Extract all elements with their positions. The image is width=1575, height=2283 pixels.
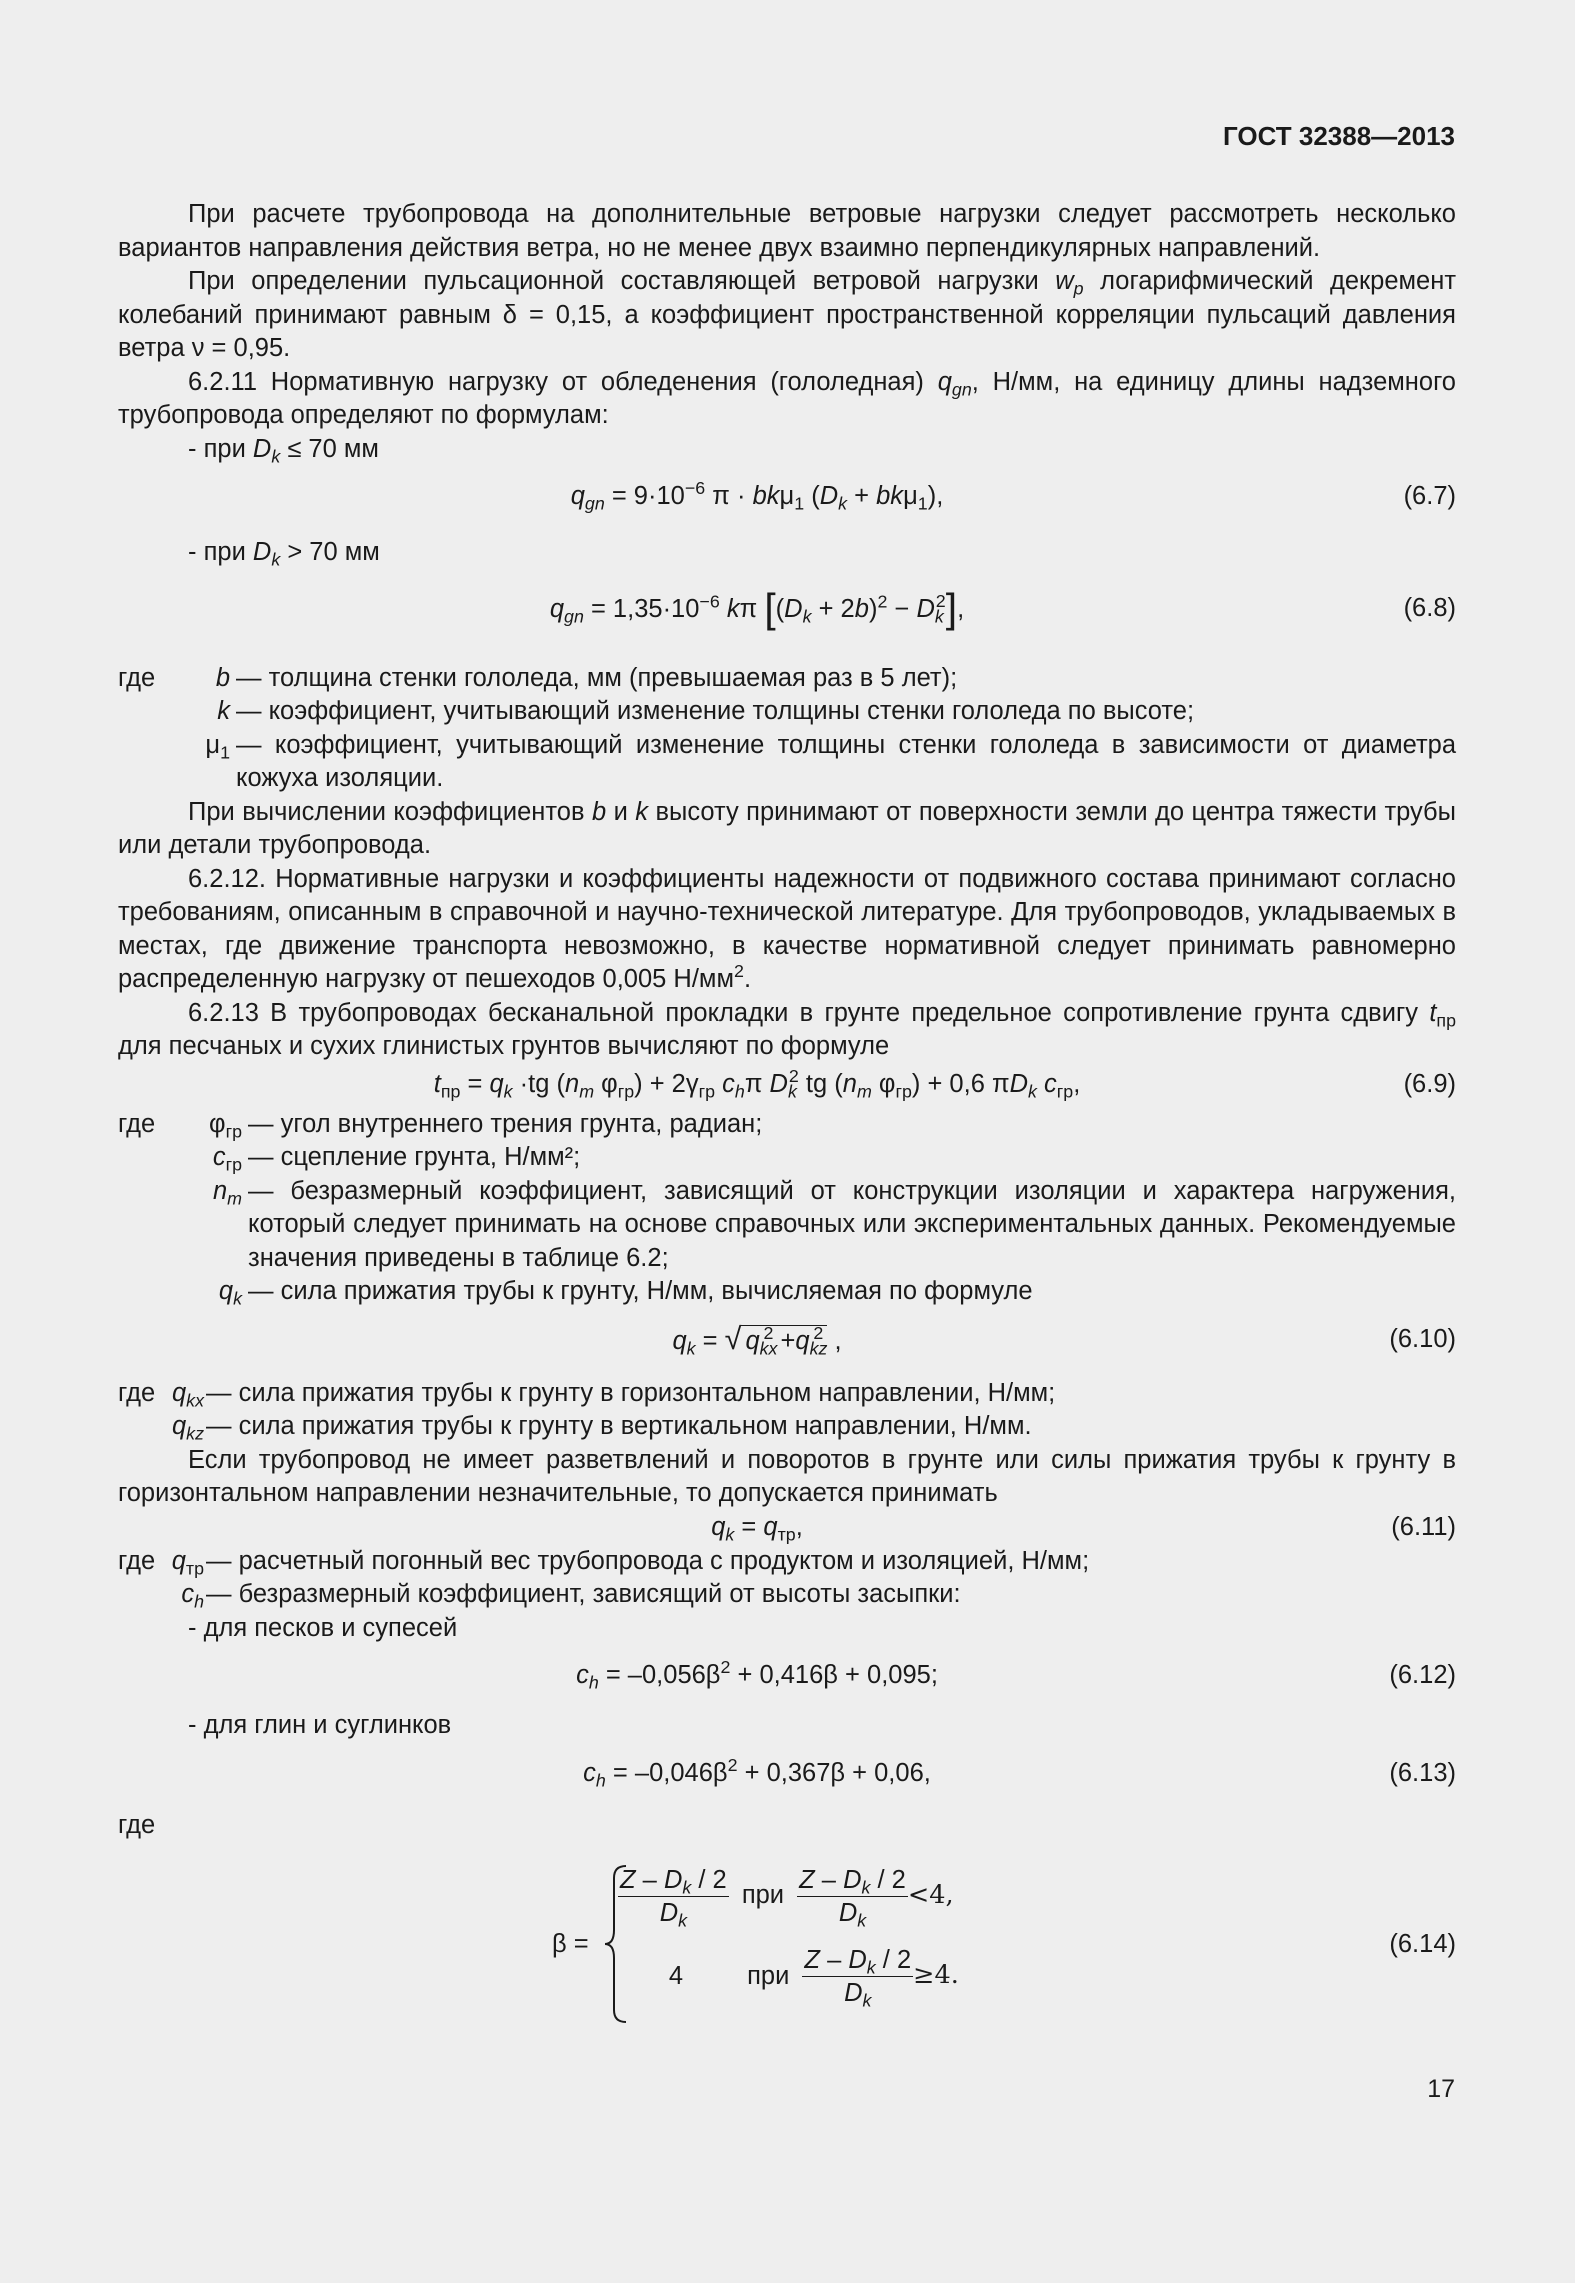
- formula-6-9: [118, 1064, 1456, 1108]
- legend-6-8: где b — толщина стенки гололеда, мм (превышаемая раз в 5 лет); k — коэффициент, учитывающий изменение толщины стенки гололеда по высоте; $\mu_1$ — коэффициент, учитывающий изменение толщины стенки гололеда в зависимости от диаметра кожуха изоляции.: [118, 662, 1456, 796]
- legend-6-11: где $q_{тр}$ — расчетный погонный вес трубопровода с продуктом и изоляцией, Н/мм; $c_h$ — безразмерный коэффициент, зависящий от высоты засыпки:: [118, 1545, 1456, 1612]
- case-dk-le-70: - при $D_k \le 70$ мм: [188, 434, 379, 466]
- formula-6-10: [118, 1309, 1456, 1377]
- legend-6-9: где $\varphi_{гр}$ — угол внутреннего трения грунта, радиан; $c_{гр}$ — сцепление грунта, Н/мм²; $n_m$ — безразмерный коэффициент, зависящий от конструкции изоляции и характера нагружения, который следует принимать на основе справочных или экспериментальных данных. Рекомендуемые значения приведены в таблице 6.2; $q_k$ — сила прижатия трубы к грунту, Н/мм, вычисляемая по формуле: [118, 1109, 1456, 1309]
- case-clays: - для глин и суглинков: [188, 1711, 452, 1739]
- formula-6-8-number: (6.8): [1403, 593, 1456, 622]
- formula-6-14: [118, 1862, 1456, 2032]
- formula-6-8-expression: $q_{gn} = 1,35\cdot 10^{-6}$ kπ $[(D_k + 2b)^2 - D_k^2]$,: [549, 584, 965, 631]
- legend-qkx: — сила прижатия трубы к грунту в горизонтальном направлении, Н/мм;: [206, 1378, 1056, 1407]
- legend-qk: — сила прижатия трубы к грунту, Н/мм, вычисляемая по формуле: [248, 1277, 1033, 1305]
- paragraph-6-2-12: 6.2.12. Нормативные нагрузки и коэффициенты надежности от подвижного состава принимают согласно требованиям, описанным в справочной и научно-технической литературе. Для трубопроводов, укладываемых в местах, где движение транспорта невозможно, в качестве нормативной следует принимать равномерно распределенную нагрузку от пешеходов 0,005 $Н/мм^2$.: [118, 864, 1456, 993]
- formula-6-13-number: (6.13): [1389, 1758, 1456, 1787]
- formula-6-7-expression: $q_{gn} = 9\cdot 10^{-6}$ π · bkμ$_1$ $(D_k + bk\mu_1)$,: [570, 478, 944, 514]
- formula-6-12-number: (6.12): [1389, 1661, 1456, 1689]
- paragraph-6-2-11: 6.2.11 Нормативную нагрузку от обледенения (гололедная) $q_{gn}$, Н/мм, на единицу длины надземного трубопровода определяют по формулам:: [118, 367, 1456, 429]
- beta-symbol: β =: [552, 1930, 589, 1958]
- document-code: ГОСТ 32388—2013: [1223, 121, 1455, 151]
- paragraph-6-2-13: 6.2.13 В трубопроводах бесканальной прокладки в грунте предельное сопротивление грунта сдвигу $t_{пр}$ для песчаных и сухих глинистых грунтов вычисляют по формуле: [118, 998, 1456, 1060]
- formula-6-10-number: (6.10): [1389, 1324, 1456, 1353]
- formula-6-11-expression: $q_k = q_{тр}$,: [711, 1512, 803, 1544]
- formula-6-13: [118, 1743, 1456, 1809]
- legend-ch: — безразмерный коэффициент, зависящий от высоты засыпки:: [206, 1580, 961, 1608]
- formula-6-11: [118, 1511, 1456, 1545]
- formula-6-9-expression: $t_{пр} = q_k \cdot tg$ ($n_m$ $\varphi_{гр}) + 2\gamma_{гр}$ $c_h\pi$ $D_k^2$ tg ($n_m$ $\varphi_{гр}) + 0,6$ $\pi D_k$ $c_{гр}$,: [433, 1065, 1081, 1101]
- paragraph-coefficients-height: При вычислении коэффициентов b и k высоту принимают от поверхности земли до центра тяжести трубы или детали трубопровода.: [118, 797, 1456, 859]
- formula-6-8: [118, 570, 1456, 662]
- legend-b: — толщина стенки гололеда, мм (превышаемая раз в 5 лет);: [236, 663, 958, 692]
- paragraph-no-branches: Если трубопровод не имеет разветвлений и поворотов в грунте или силы прижатия трубы к грунту в горизонтальном направлении незначительные, то допускается принимать: [118, 1445, 1456, 1507]
- page-content: [118, 198, 1456, 2032]
- formula-6-12-expression: $c_h = -0,056\beta^2 + 0,416\beta + 0,095$;: [576, 1657, 938, 1693]
- legend-qtr: — расчетный погонный вес трубопровода с продуктом и изоляцией, Н/мм;: [206, 1546, 1090, 1575]
- legend-c: — сцепление грунта, Н/мм²;: [248, 1143, 581, 1171]
- paragraph-pulsation: При определении пульсационной составляющей ветровой нагрузки $w_p$ логарифмический декремент колебаний принимают равным δ = 0,15, а коэффициент пространственной корреляции пульсаций давления ветра ν = 0,95.: [118, 267, 1456, 362]
- where-beta: где: [118, 1810, 156, 1839]
- case-dk-gt-70: - при $D_k > 70$ мм: [188, 538, 380, 570]
- formula-6-13-expression: $c_h = -0,046\beta^2 + 0,367\beta + 0,06$,: [583, 1754, 931, 1790]
- formula-6-12: [118, 1645, 1456, 1709]
- formula-6-14-number: (6.14): [1389, 1930, 1456, 1958]
- legend-qkz: — сила прижатия трубы к грунту в вертикальном направлении, Н/мм.: [206, 1412, 1032, 1440]
- formula-6-9-number: (6.9): [1403, 1069, 1456, 1098]
- page-number: 17: [1427, 2075, 1455, 2103]
- legend-k: — коэффициент, учитывающий изменение толщины стенки гололеда по высоте;: [236, 697, 1195, 725]
- formula-6-10-expression: $q_k$ = √ $q_{kx}^2 +q_{kz}^2$ ,: [672, 1321, 842, 1358]
- legend-nm: — безразмерный коэффициент, зависящий от конструкции изоляции и характера нагружения, который следует принимать на основе справочных или экспериментальных данных. Рекомендуемые значения приведены в таблице 6.2;: [248, 1176, 1456, 1272]
- beta-case-1: $\frac{Z - D_k / 2}{D_k}$ при $\frac{Z - D_k / 2}{D_k}$ <4,: [620, 1866, 954, 1931]
- beta-case-2: 4 при $\frac{Z - D_k / 2}{D_k}$ ≥4.: [668, 1946, 959, 2011]
- legend-mu1: — коэффициент, учитывающий изменение толщины стенки гололеда в зависимости от диаметра кожуха изоляции.: [236, 730, 1456, 792]
- formula-6-7-number: (6.7): [1403, 482, 1456, 510]
- paragraph-wind-directions: При расчете трубопровода на дополнительные ветровые нагрузки следует рассмотреть несколько вариантов направления действия ветра, но не менее двух взаимно перпендикулярных направлений.: [118, 200, 1456, 262]
- formula-6-11-number: (6.11): [1391, 1512, 1456, 1541]
- formula-6-7: [118, 470, 1456, 536]
- legend-phi: — угол внутреннего трения грунта, радиан;: [248, 1109, 763, 1138]
- legend-6-10: где $q_{kx}$ — сила прижатия трубы к грунту в горизонтальном направлении, Н/мм; $q_{kz}$ — сила прижатия трубы к грунту в вертикальном направлении, Н/мм.: [118, 1377, 1456, 1444]
- case-sands: - для песков и супесей: [188, 1613, 458, 1642]
